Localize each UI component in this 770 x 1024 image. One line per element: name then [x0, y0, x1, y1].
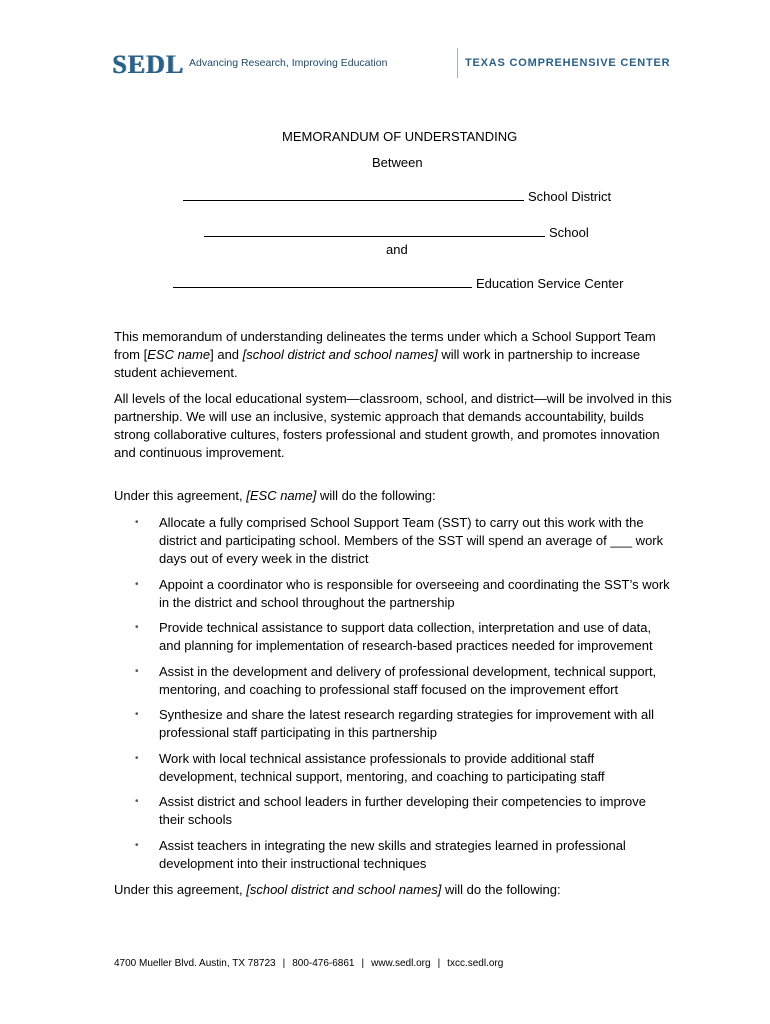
esc-label: Education Service Center — [476, 276, 624, 291]
footer-separator: | — [437, 958, 441, 969]
system-paragraph: All levels of the local educational system—classroom, school, and district—will be involved in this partnership. We will use an inclusive, systemic approach that demands accountability, builds strong collaborative cultures, fosters professional and student growth, and promotes innovation and continuous improvement. — [114, 391, 672, 460]
between-label: Between — [372, 155, 423, 170]
bullet-icon: • — [135, 665, 139, 677]
page-footer — [114, 958, 503, 969]
list-item — [114, 837, 674, 873]
district-intro — [114, 882, 561, 897]
intro-paragraph — [114, 328, 674, 382]
school-district-line — [183, 188, 611, 204]
list-item — [114, 576, 674, 612]
bullet-icon: • — [135, 517, 139, 528]
esc-line — [173, 275, 623, 291]
task-text: Provide technical assistance to support data collection, interpretation and use of data, and planning for implementation of research-based practices needed for improvement — [159, 620, 653, 653]
task-text: Work with local technical assistance professionals to provide additional staff development, technical support, mentoring, and coaching to participating staff — [159, 750, 605, 784]
esc-task-list — [114, 514, 674, 880]
footer-phone: 800-476-6861 — [292, 958, 355, 969]
task-text: Assist teachers in integrating the new skills and strategies learned in professional development into their instructional techniques — [159, 837, 626, 871]
para1-esc-placeholder: ESC name — [147, 347, 211, 362]
bullet-icon: • — [135, 796, 139, 807]
footer-website-link[interactable]: www.sedl.org — [371, 958, 431, 969]
district-intro-prefix: Under this agreement, — [114, 882, 247, 897]
task-text: Appoint a coordinator who is responsible for overseeing and coordinating the SST’s work in the district and school throughout the partnership — [159, 576, 670, 610]
bullet-icon: • — [135, 839, 139, 851]
school-blank[interactable] — [204, 224, 545, 237]
footer-address: 4700 Mueller Blvd. Austin, TX 78723 — [114, 958, 276, 969]
school-label: School — [549, 225, 589, 240]
task-text: Assist in the development and delivery of professional development, technical support, mentoring, and coaching to professional staff focused on the improvement effort — [159, 663, 657, 697]
letterhead — [112, 46, 671, 82]
esc-blank[interactable] — [173, 275, 472, 288]
esc-intro-placeholder: [ESC name] — [246, 488, 317, 503]
list-item — [114, 514, 674, 568]
bullet-icon: • — [135, 622, 139, 633]
school-district-blank[interactable] — [183, 188, 524, 201]
district-intro-suffix: will do the following: — [441, 882, 561, 897]
header-divider — [457, 48, 458, 78]
bullet-icon: • — [135, 709, 139, 720]
school-district-label: School District — [528, 189, 612, 204]
and-label: and — [386, 242, 408, 257]
esc-intro-suffix: will do the following: — [316, 488, 436, 503]
document-title: MEMORANDUM OF UNDERSTANDING — [282, 129, 518, 144]
school-line — [204, 224, 589, 240]
center-name: TEXAS COMPREHENSIVE CENTER — [465, 57, 671, 69]
para1-text-a: This memorandum of understanding delineates the terms under which a School Support Team from [ — [114, 329, 656, 362]
task-text: Synthesize and share the latest research regarding strategies for improvement with all professional staff participating in this partnership — [159, 707, 654, 740]
list-item — [114, 750, 674, 786]
para1-text-b: ] and — [210, 347, 243, 362]
para1-district-placeholder: [school district and school names] — [242, 347, 438, 362]
task-text: Allocate a fully comprised School Support Team (SST) to carry out this work with the district and participating school. Members of the SST will spend an average of ___ work days out of every week in the district — [159, 515, 664, 566]
sedl-logo: SEDL — [112, 50, 184, 79]
bullet-icon: • — [135, 752, 139, 764]
footer-separator: | — [282, 958, 286, 969]
list-item — [114, 663, 674, 699]
footer-separator: | — [361, 958, 365, 969]
list-item — [114, 793, 674, 829]
footer-website2-link[interactable]: txcc.sedl.org — [447, 958, 504, 969]
esc-intro — [114, 488, 436, 503]
para1-text-c: will work in partnership to increase student achievement. — [114, 347, 641, 380]
task-text: Assist district and school leaders in further developing their competencies to improve their schools — [159, 794, 647, 827]
list-item — [114, 619, 674, 655]
bullet-icon: • — [135, 578, 139, 590]
list-item — [114, 706, 674, 742]
esc-intro-prefix: Under this agreement, — [114, 488, 247, 503]
district-intro-placeholder: [school district and school names] — [246, 882, 442, 897]
sedl-tagline: Advancing Research, Improving Education — [189, 57, 388, 69]
